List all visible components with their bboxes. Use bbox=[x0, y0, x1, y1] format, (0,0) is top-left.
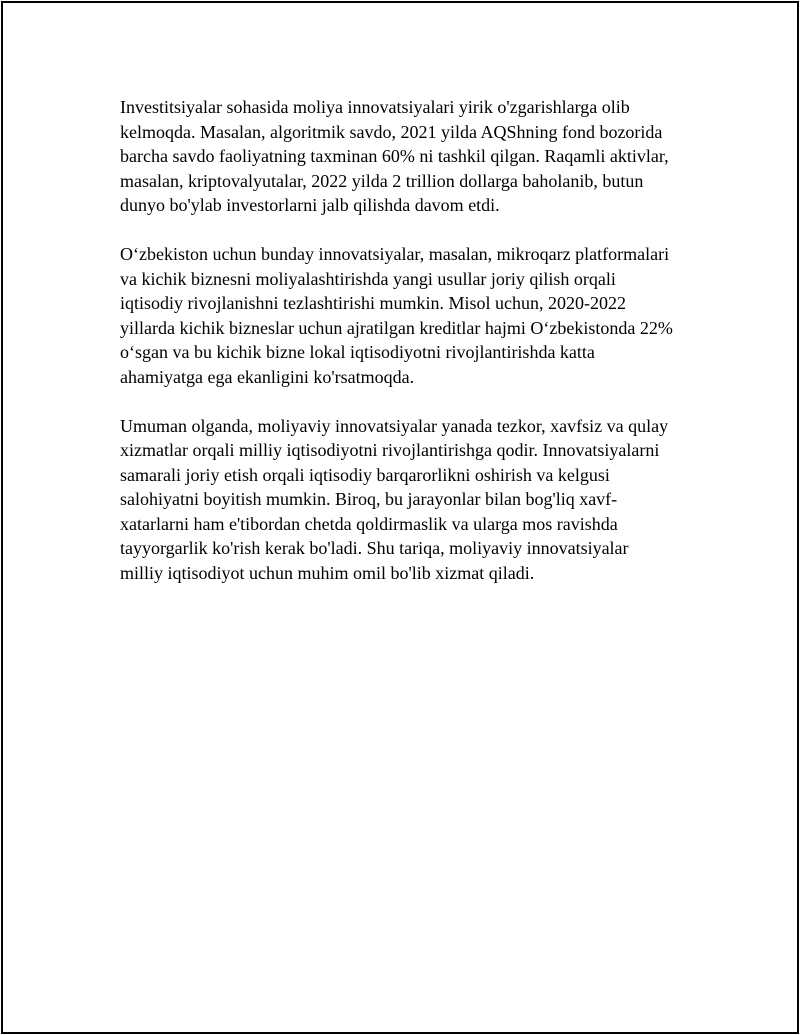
text-line: xizmatlar orqali milliy iqtisodiyotni rivojlantirishga qodir. Innovatsiyalarni bbox=[120, 440, 660, 460]
text-line: va kichik biznesni moliyalashtirishda yangi usullar joriy qilish orqali bbox=[120, 268, 616, 289]
paragraph-1 bbox=[120, 95, 710, 218]
text-line: xatarlarni ham e'tibordan chetda qoldirmaslik va ularga mos ravishda bbox=[120, 513, 618, 534]
text-line: iqtisodiy rivojlanishni tezlashtirishi mumkin. Misol uchun, 2020-2022 bbox=[120, 293, 626, 313]
paragraph-3 bbox=[120, 414, 710, 586]
text-line: Investitsiyalar sohasida moliya innovatsiyalari yirik o'zgarishlarga olib bbox=[120, 97, 630, 117]
text-line: tayyorgarlik ko'rish kerak bo'ladi. Shu tariqa, moliyaviy innovatsiyalar bbox=[120, 538, 629, 558]
text-line: dunyo bo'ylab investorlarni jalb qilishda davom etdi. bbox=[120, 195, 500, 215]
text-line: kelmoqda. Masalan, algoritmik savdo, 2021 yilda AQShning fond bozorida bbox=[120, 121, 663, 142]
text-line: masalan, kriptovalyutalar, 2022 yilda 2 trillion dollarga baholanib, butun bbox=[120, 170, 644, 191]
paragraph-2 bbox=[120, 242, 710, 389]
text-line: salohiyatni boyitish mumkin. Biroq, bu jarayonlar bilan bog'liq xavf- bbox=[120, 489, 618, 509]
text-line: o‘sgan va bu kichik bizne lokal iqtisodiyotni rivojlantirishda katta bbox=[120, 342, 595, 362]
text-line: O‘zbekiston uchun bunday innovatsiyalar, masalan, mikroqarz platformalari bbox=[120, 244, 670, 264]
text-line: samarali joriy etish orqali iqtisodiy barqarorlikni oshirish va kelgusi bbox=[120, 464, 610, 485]
page-frame bbox=[1, 1, 799, 1034]
text-line: yillarda kichik bizneslar uchun ajratilgan kreditlar hajmi O‘zbekistonda 22% bbox=[120, 317, 673, 338]
text-line: Umuman olganda, moliyaviy innovatsiyalar yanada tezkor, xavfsiz va qulay bbox=[120, 415, 669, 436]
document-body bbox=[120, 95, 710, 610]
text-line: barcha savdo faoliyatning taxminan 60% ni tashkil qilgan. Raqamli aktivlar, bbox=[120, 146, 669, 166]
text-line: milliy iqtisodiyot uchun muhim omil bo'lib xizmat qiladi. bbox=[120, 562, 535, 583]
text-line: ahamiyatga ega ekanligini ko'rsatmoqda. bbox=[120, 366, 415, 387]
